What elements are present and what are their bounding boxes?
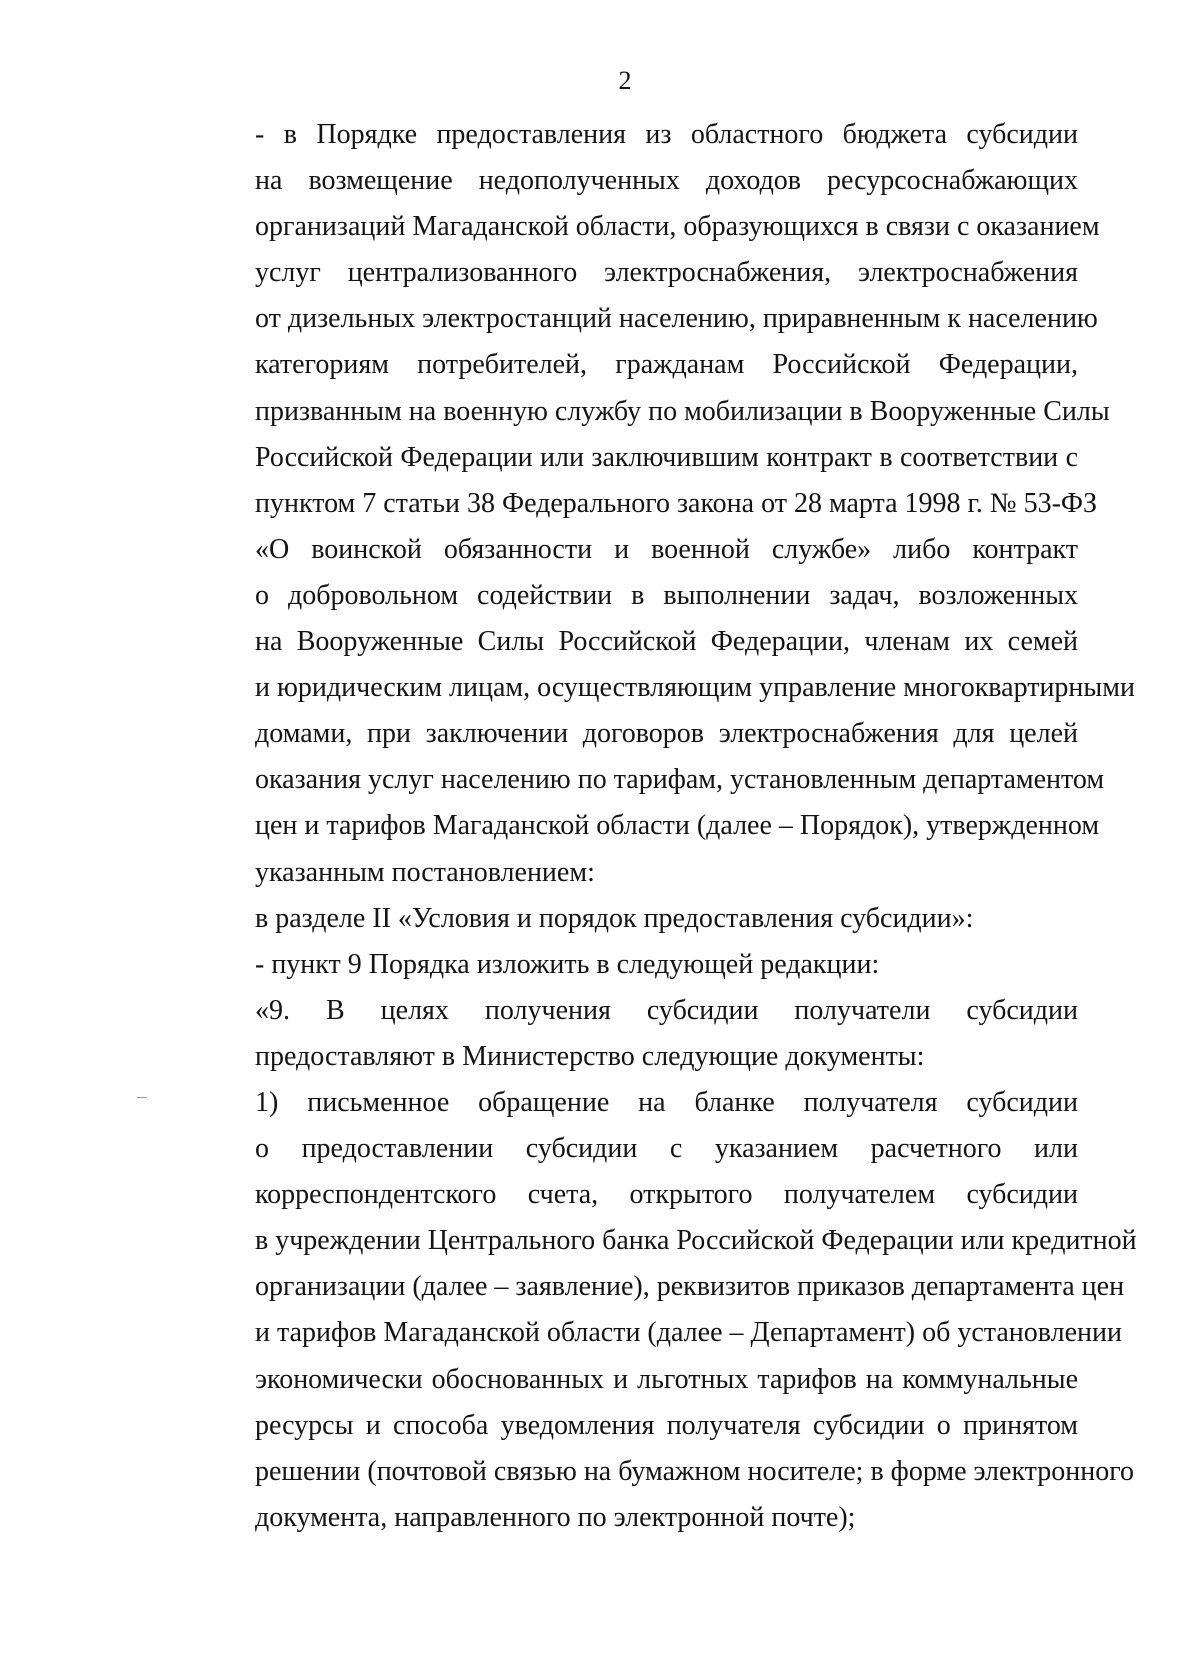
- text-line: решении (почтовой связью на бумажном носителе; в форме электронного: [255, 1455, 1135, 1487]
- text-line: оказания услуг населению по тарифам, установленным департаментом: [255, 764, 1105, 796]
- text-line: - пункт 9 Порядка изложить в следующей редакции:: [255, 948, 880, 980]
- text-line: экономически обоснованных и льготных тарифов на коммунальные: [255, 1363, 1078, 1395]
- text-line: предоставляют в Министерство следующие документы:: [255, 1040, 925, 1072]
- text-line: на Вооруженные Силы Российской Федерации, членам их семей: [255, 626, 1078, 658]
- text-line: указанным постановлением:: [255, 856, 595, 888]
- text-line: «О воинской обязанности и военной службе» либо контракт: [255, 533, 1078, 565]
- text-line: о добровольном содействии в выполнении задач, возложенных: [255, 579, 1078, 611]
- text-line: 1) письменное обращение на бланке получателя субсидии: [255, 1086, 1078, 1118]
- document-body: [183, 112, 1137, 1541]
- text-line: от дизельных электростанций населению, приравненным к населению: [255, 303, 1098, 335]
- text-line: ресурсы и способа уведомления получателя субсидии о принятом: [255, 1409, 1078, 1441]
- text-line: услуг централизованного электроснабжения, электроснабжения: [255, 257, 1078, 289]
- text-line: и юридическим лицам, осуществляющим управление многоквартирными: [255, 672, 1135, 704]
- text-line: призванным на военную службу по мобилизации в Вооруженные Силы: [255, 395, 1110, 427]
- text-line: и тарифов Магаданской области (далее – Департамент) об установлении: [255, 1317, 1122, 1349]
- text-line: «9. В целях получения субсидии получатели субсидии: [255, 994, 1078, 1026]
- paragraph: [183, 988, 1078, 1080]
- scan-artifact-mark: [137, 1097, 147, 1098]
- paragraph: [183, 112, 1135, 896]
- text-line: пунктом 7 статьи 38 Федерального закона от 28 марта 1998 г. № 53-ФЗ: [255, 487, 1098, 519]
- text-line: документа, направленного по электронной почте);: [255, 1501, 856, 1533]
- text-line: Российской Федерации или заключившим контракт в соответствии с: [255, 441, 1078, 473]
- text-line: о предоставлении субсидии с указанием расчетного или: [255, 1133, 1078, 1165]
- text-line: цен и тарифов Магаданской области (далее – Порядок), утвержденном: [255, 810, 1100, 842]
- text-line: категориям потребителей, гражданам Российской Федерации,: [255, 349, 1078, 381]
- text-line: корреспондентского счета, открытого получателем субсидии: [255, 1179, 1078, 1211]
- text-line: организации (далее – заявление), реквизитов приказов департамента цен: [255, 1271, 1125, 1303]
- text-line: домами, при заключении договоров электроснабжения для целей: [255, 718, 1078, 750]
- text-line: организаций Магаданской области, образующихся в связи с оказанием: [255, 211, 1100, 243]
- page-number: 2: [618, 66, 632, 95]
- paragraph: [183, 1080, 1137, 1541]
- text-line: - в Порядке предоставления из областного бюджета субсидии: [255, 119, 1078, 150]
- paragraph: [183, 942, 1078, 988]
- text-line: в учреждении Центрального банка Российской Федерации или кредитной: [255, 1225, 1137, 1257]
- text-line: на возмещение недополученных доходов ресурсоснабжающих: [255, 165, 1078, 197]
- text-line: в разделе II «Условия и порядок предоставления субсидии»:: [255, 902, 974, 934]
- paragraph: [183, 896, 1078, 942]
